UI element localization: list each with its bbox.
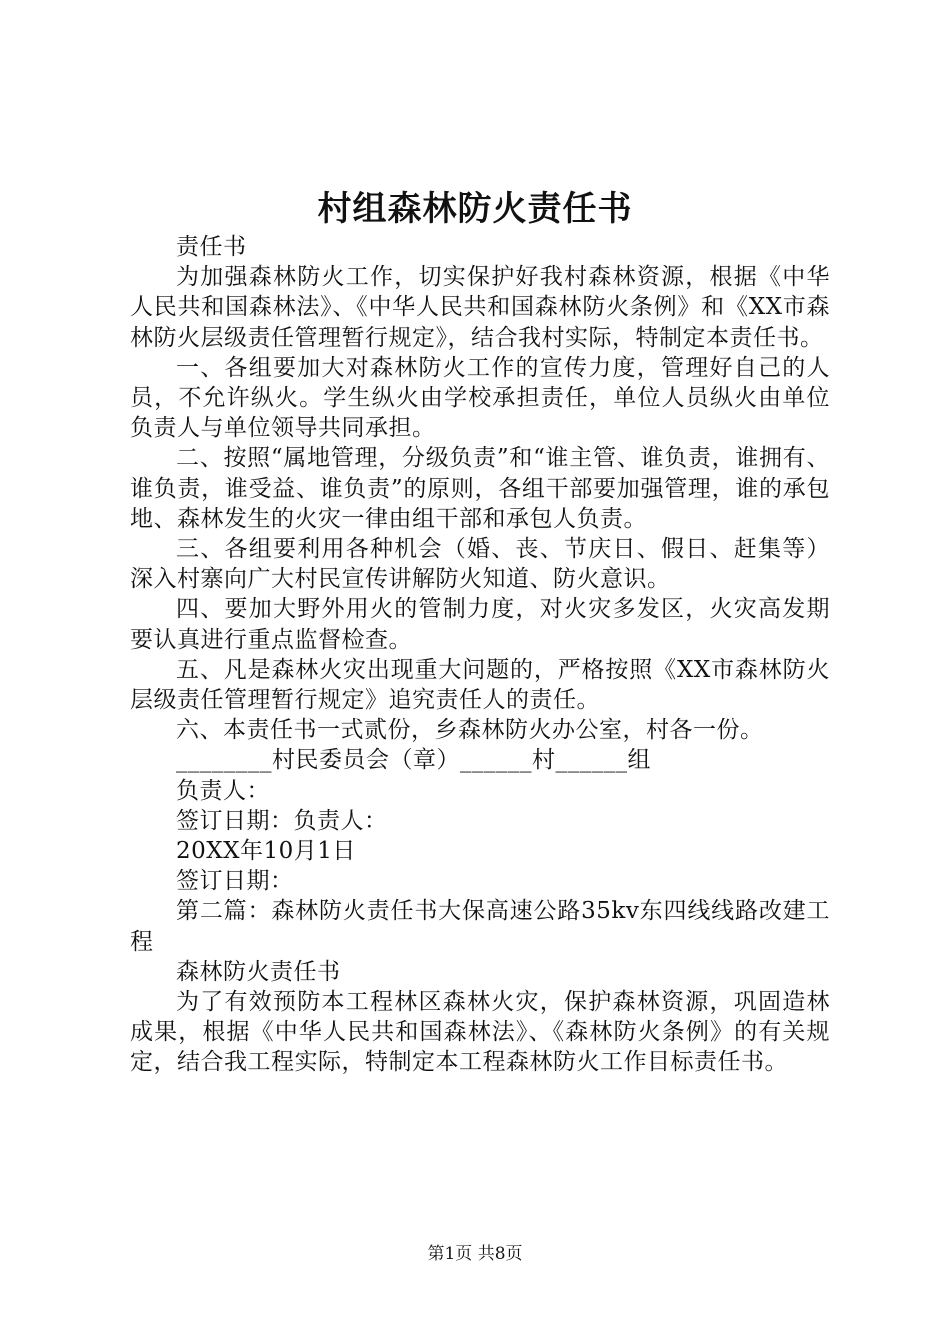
- paragraph: 二、按照“属地管理，分级负责”和“谁主管、谁负责，谁拥有、谁负责，谁受益、谁负责”的原则，各组干部要加强管理，谁的承包地、森林发生的火灾一律由组干部和承包人负责。: [130, 445, 830, 532]
- paragraph: 三、各组要利用各种机会（婚、丧、节庆日、假日、赶集等）深入村寨向广大村民宣传讲解防火知道、防火意识。: [130, 536, 830, 593]
- document-title: 村组森林防火责任书: [317, 189, 633, 229]
- paragraph: 为了有效预防本工程林区森林火灾，保护森林资源，巩固造林成果，根据《中华人民共和国森林法》、《森林防火条例》的有关规定，结合我工程实际，特制定本工程森林防火工作目标责任书。: [130, 989, 830, 1076]
- paragraph: 一、各组要加大对森林防火工作的宣传力度，管理好自己的人员，不允许纵火。学生纵火由学校承担责任，单位人员纵火由单位负责人与单位领导共同承担。: [130, 354, 830, 442]
- section-heading: 第二篇：森林防火责任书大保高速公路35kv东四线线路改建工程: [130, 898, 830, 955]
- paragraph: 六、本责任书一式贰份，乡森林防火办公室，村各一份。: [176, 717, 764, 744]
- signature-line: 签订日期：负责人：: [176, 807, 388, 834]
- paragraph-heading: 责任书: [176, 234, 247, 260]
- paragraph: 五、凡是森林火灾出现重大问题的，严格按照《XX市森林防火层级责任管理暂行规定》追究责任人的责任。: [130, 656, 830, 714]
- paragraph: 为加强森林防火工作，切实保护好我村森林资源，根据《中华人民共和国森林法》、《中华人民共和国森林防火条例》和《XX市森林防火层级责任管理暂行规定》，结合我村实际，特制定本责任书。: [130, 264, 830, 351]
- paragraph-heading: 森林防火责任书: [176, 958, 341, 985]
- signature-line: 签订日期：: [176, 868, 294, 895]
- paragraph: 四、要加大野外用火的管制力度，对火灾多发区，火灾高发期要认真进行重点监督检查。: [130, 596, 830, 653]
- signature-line: 负责人：: [176, 777, 270, 804]
- document-body: [130, 232, 830, 1078]
- signature-date: 20XX年10月1日: [176, 838, 356, 865]
- page-footer: 第1页 共8页: [427, 1244, 523, 1264]
- signature-line: ________村民委员会（章）______村______组: [176, 747, 651, 774]
